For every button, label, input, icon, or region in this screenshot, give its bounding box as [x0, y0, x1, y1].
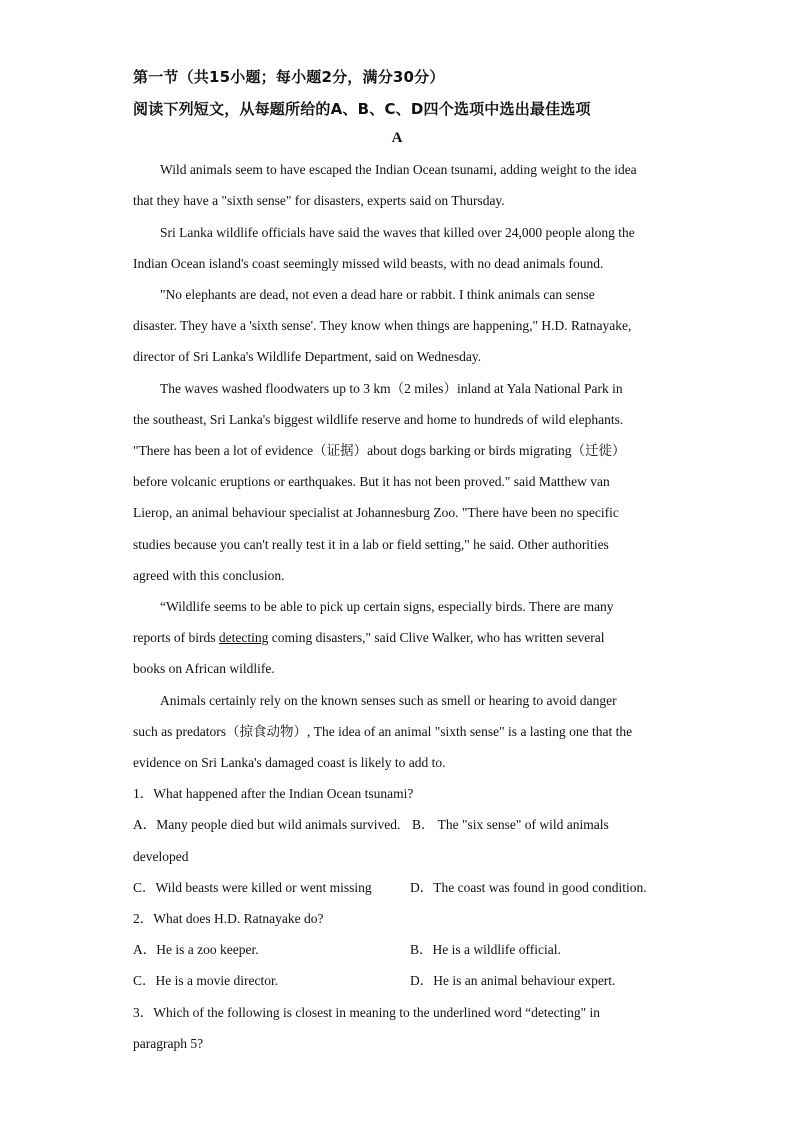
- line-text: coming disasters," said Clive Walker, who has written several: [268, 630, 605, 645]
- question-stem: 2．What does H.D. Ratnayake do?: [133, 911, 324, 926]
- passage-title: A: [391, 130, 403, 146]
- option-b-continued: developed: [133, 849, 189, 864]
- passage-line: "No elephants are dead, not even a dead hare or rabbit. I think animals can sense: [160, 287, 595, 302]
- option-d: D．The coast was found in good condition.: [410, 880, 647, 895]
- passage-line: disaster. They have a 'sixth sense'. They know when things are happening," H.D. Ratnayake,: [133, 318, 632, 333]
- question-stem-continued: paragraph 5?: [133, 1036, 204, 1051]
- passage-line: the southeast, Sri Lanka's biggest wildlife reserve and home to hundreds of wild elephants.: [133, 412, 624, 427]
- passage-line: The waves washed floodwaters up to 3 km（2 miles）inland at Yala National Park in: [160, 381, 623, 396]
- passage-line: Indian Ocean island's coast seemingly missed wild beasts, with no dead animals found.: [133, 256, 604, 271]
- option-c: C．He is a movie director.: [133, 973, 279, 988]
- line-text: reports of birds: [133, 630, 219, 645]
- section-heading: 第一节（共15小题；每小题2分，满分30分）: [133, 68, 445, 86]
- passage-line: Sri Lanka wildlife officials have said the waves that killed over 24,000 people along the: [160, 225, 635, 240]
- passage-line: before volcanic eruptions or earthquakes. But it has not been proved." said Matthew van: [133, 474, 610, 489]
- option-a: A．Many people died but wild animals survived.: [133, 817, 401, 832]
- passage-line: Lierop, an animal behaviour specialist at Johannesburg Zoo. "There have been no specific: [133, 505, 619, 520]
- passage-line: agreed with this conclusion.: [133, 568, 285, 583]
- passage-line: director of Sri Lanka's Wildlife Department, said on Wednesday.: [133, 349, 482, 364]
- passage-line: Wild animals seem to have escaped the Indian Ocean tsunami, adding weight to the idea: [160, 162, 637, 177]
- passage-line: evidence on Sri Lanka's damaged coast is likely to add to.: [133, 755, 446, 770]
- instruction-text: 阅读下列短文，从每题所给的A、B、C、D四个选项中选出最佳选项: [133, 100, 591, 118]
- option-b: B．He is a wildlife official.: [410, 942, 561, 957]
- option-b: B． The "six sense" of wild animals: [412, 817, 609, 832]
- passage-line: [133, 629, 605, 647]
- passage-line: Animals certainly rely on the known senses such as smell or hearing to avoid danger: [160, 693, 617, 708]
- passage-line: "There has been a lot of evidence（证据）about dogs barking or birds migrating（迁徙）: [133, 443, 626, 458]
- option-a: A．He is a zoo keeper.: [133, 942, 259, 957]
- passage-line: “Wildlife seems to be able to pick up certain signs, especially birds. There are many: [160, 599, 614, 614]
- passage-line: books on African wildlife.: [133, 661, 275, 676]
- option-d: D．He is an animal behaviour expert.: [410, 973, 616, 988]
- option-c: C．Wild beasts were killed or went missing: [133, 880, 372, 895]
- question-stem: 1．What happened after the Indian Ocean tsunami?: [133, 786, 414, 801]
- passage-line: studies because you can't really test it in a lab or field setting," he said. Other authorities: [133, 537, 609, 552]
- question-stem: 3．Which of the following is closest in meaning to the underlined word “detecting" in: [133, 1005, 601, 1020]
- passage-line: that they have a "sixth sense" for disasters, experts said on Thursday.: [133, 193, 505, 208]
- passage-line: such as predators（掠食动物）, The idea of an animal "sixth sense" is a lasting one that the: [133, 724, 633, 739]
- underlined-word: detecting: [218, 630, 269, 645]
